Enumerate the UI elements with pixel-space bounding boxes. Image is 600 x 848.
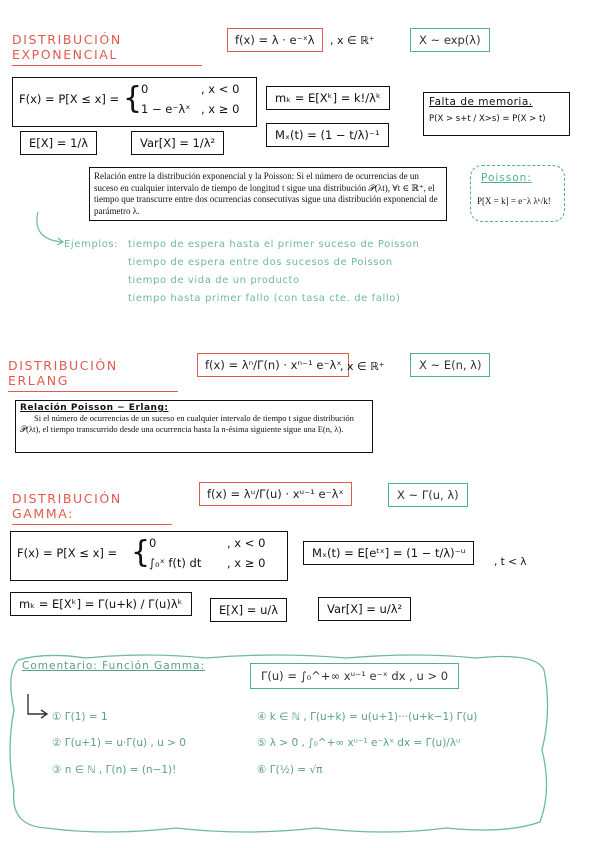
gamma-mgf-cond: , t < λ xyxy=(494,556,527,568)
gamma-property: ⑤ λ > 0 , ∫₀^+∞ xᵘ⁻¹ e⁻λˣ dx = Γ(u)/λᵘ xyxy=(257,737,461,749)
gamma-mean-box: E[X] = u/λ xyxy=(210,598,287,622)
example-item: tiempo de espera entre dos sucesos de Poisson xyxy=(128,257,393,268)
example-item: tiempo de vida de un producto xyxy=(128,275,300,286)
exp-density-box: f(x) = λ · e⁻ˣλ xyxy=(227,28,323,52)
gamma-property: ① Γ(1) = 1 xyxy=(52,711,108,723)
memory-title: Falta de memoria. xyxy=(429,96,533,108)
examples-label: Ejemplos: xyxy=(64,239,119,250)
gamma-property: ⑥ Γ(½) = √π xyxy=(257,764,323,776)
poisson-cloud xyxy=(470,165,565,222)
exp-variance-box: Var[X] = 1/λ² xyxy=(131,131,224,155)
gamma-cdf-case1-cond: , x < 0 xyxy=(227,536,266,550)
exp-poisson-relation: Relación entre la distribución exponencial y la Poisson: Si el número de ocurrencias de un suceso en cualquier intervalo de tiempo de longitud t sigue una distribución 𝒫(λt), ∀t ∈ ℝ⁺, el tiempo que transcurre entre dos ocurrencias consecutivas sigue una distribución exponencial de parámetro λ. xyxy=(89,167,447,221)
erlang-relation-box xyxy=(15,400,373,453)
erlang-relation-text: Si el número de ocurrencias de un suceso en cualquier intervalo de tiempo t sigue distribución 𝒫(λt), el tiempo transcurrido desde una ocurrencia hasta la n-ésima siguiente sigue una E(n, λ). xyxy=(20,413,354,434)
exp-cdf-case2-val: 1 − e⁻λˣ xyxy=(141,102,191,116)
exp-cdf-box xyxy=(12,77,257,127)
memory-formula: P(X > s+t / X>s) = P(X > t) xyxy=(429,114,546,124)
gamma-cdf-box xyxy=(10,531,288,581)
erlang-relation-title: Relación Poisson − Erlang: xyxy=(20,403,169,413)
exp-cdf-case1-val: 0 xyxy=(141,82,149,96)
gamma-title: DISTRIBUCIÓN GAMMA: xyxy=(12,491,172,525)
exp-cdf-brace: { xyxy=(123,81,143,116)
gamma-cdf-brace: { xyxy=(131,535,151,570)
erlang-notation-box: X ~ E(n, λ) xyxy=(410,353,490,377)
exp-mean-box: E[X] = 1/λ xyxy=(20,131,97,155)
gamma-moment-box: mₖ = E[Xᵏ] = Γ(u+k) / Γ(u)λᵏ xyxy=(10,592,192,616)
erlang-title: DISTRIBUCIÓN ERLANG xyxy=(8,358,178,392)
exp-cdf-lhs: F(x) = P[X ≤ x] = xyxy=(19,92,120,106)
gamma-cdf-case2-val: ∫₀ˣ f(t) dt xyxy=(149,556,202,570)
gamma-notation-box: X ~ Γ(u, λ) xyxy=(388,483,468,507)
exp-cdf-case1-cond: , x < 0 xyxy=(201,82,240,96)
exp-title: DISTRIBUCIÓN EXPONENCIAL xyxy=(12,32,202,66)
gamma-cdf-case1-val: 0 xyxy=(149,536,157,550)
exp-notation-box: X ~ exp(λ) xyxy=(410,28,490,52)
poisson-title: Poisson: xyxy=(481,172,532,184)
gamma-variance-box: Var[X] = u/λ² xyxy=(318,597,411,621)
gamma-property: ④ k ∈ ℕ , Γ(u+k) = u(u+1)···(u+k−1) Γ(u) xyxy=(257,711,478,723)
comment-title: Comentario: Función Gamma: xyxy=(22,660,206,672)
example-item: tiempo hasta primer fallo (con tasa cte. de fallo) xyxy=(128,293,401,304)
memory-box xyxy=(423,92,570,136)
example-item: tiempo de espera hasta el primer suceso de Poisson xyxy=(128,239,420,250)
gamma-density-box: f(x) = λᵘ/Γ(u) · xᵘ⁻¹ e⁻λˣ xyxy=(199,482,352,506)
gamma-cdf-lhs: F(x) = P[X ≤ x] = xyxy=(17,546,118,560)
gamma-property: ② Γ(u+1) = u·Γ(u) , u > 0 xyxy=(52,737,186,749)
erlang-density-box: f(x) = λⁿ/Γ(n) · xⁿ⁻¹ e⁻λˣ xyxy=(197,353,349,377)
exp-mgf-box: Mₓ(t) = (1 − t/λ)⁻¹ xyxy=(266,123,389,147)
gamma-mgf-box: Mₓ(t) = E[eᵗˣ] = (1 − t/λ)⁻ᵘ xyxy=(303,541,474,565)
comment-arrow xyxy=(22,692,52,722)
exp-density-domain: , x ∈ ℝ⁺ xyxy=(330,34,375,47)
erlang-density-domain: , x ∈ ℝ⁺ xyxy=(340,360,385,373)
poisson-formula: P[X = k] = e⁻λ λᵏ/k! xyxy=(477,196,551,206)
gamma-cdf-case2-cond: , x ≥ 0 xyxy=(227,556,266,570)
exp-moment-box: mₖ = E[Xᵏ] = k!/λᵏ xyxy=(266,86,390,110)
gamma-property: ③ n ∈ ℕ , Γ(n) = (n−1)! xyxy=(52,764,177,776)
exp-cdf-case2-cond: , x ≥ 0 xyxy=(201,102,240,116)
gamma-function-definition: Γ(u) = ∫₀^+∞ xᵘ⁻¹ e⁻ˣ dx , u > 0 xyxy=(250,663,459,689)
